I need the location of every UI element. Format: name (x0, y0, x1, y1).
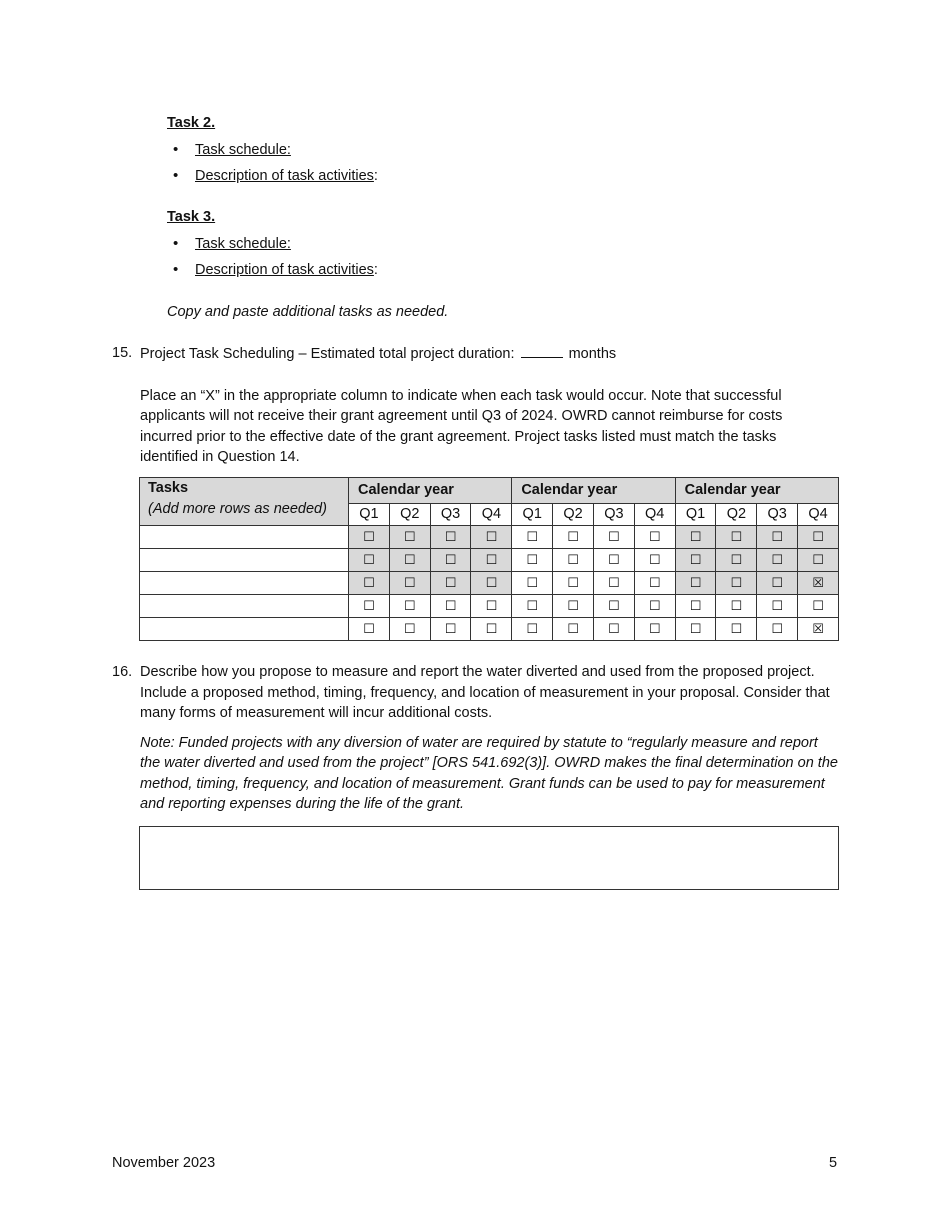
quarter-cell (553, 526, 594, 549)
checkbox[interactable]: ☐ (403, 529, 416, 545)
tasks-header-cell (140, 478, 349, 526)
year-header-1: Calendar year (349, 478, 512, 504)
quarter-header: Q4 (634, 504, 675, 526)
table-row (140, 549, 839, 572)
checkbox[interactable]: ☐ (648, 529, 661, 545)
checkbox[interactable]: ☐ (771, 552, 784, 568)
quarter-cell (471, 595, 512, 618)
quarter-cell (389, 549, 430, 572)
question-16-number: 16. (112, 664, 133, 680)
duration-unit: months (568, 346, 617, 362)
checkbox[interactable]: ☐ (608, 529, 620, 545)
quarter-cell (512, 549, 553, 572)
checkbox[interactable]: ☐ (608, 552, 620, 568)
quarter-cell (512, 618, 553, 641)
checkbox[interactable]: ☐ (730, 529, 743, 545)
quarter-cell (716, 595, 757, 618)
table-row (140, 618, 839, 641)
checkbox[interactable]: ☐ (403, 552, 416, 568)
checkbox[interactable]: ☐ (812, 598, 824, 614)
checkbox[interactable]: ☐ (689, 598, 702, 614)
task-schedule-label: Task schedule: (195, 141, 291, 158)
task-2-list (167, 137, 378, 189)
quarter-cell (349, 526, 390, 549)
checkbox[interactable]: ☐ (812, 552, 824, 568)
quarter-cell (389, 526, 430, 549)
quarter-header: Q1 (675, 504, 716, 526)
quarter-cell (675, 572, 716, 595)
checked-checkbox[interactable]: ☒ (812, 621, 824, 637)
task-schedule-table (139, 477, 839, 641)
checkbox[interactable]: ☐ (444, 552, 457, 568)
copy-tasks-note: Copy and paste additional tasks as needed. (167, 304, 449, 320)
question-16-answer-box[interactable] (139, 826, 839, 890)
checkbox[interactable]: ☐ (771, 529, 784, 545)
quarter-cell (593, 572, 634, 595)
quarter-header: Q1 (349, 504, 390, 526)
quarter-header: Q4 (798, 504, 839, 526)
footer-page-number: 5 (829, 1155, 838, 1171)
checkbox[interactable]: ☐ (485, 621, 498, 637)
table-row (140, 595, 839, 618)
task-schedule-label: Task schedule: (195, 235, 291, 252)
checkbox[interactable]: ☐ (567, 529, 579, 545)
checkbox[interactable]: ☐ (567, 552, 579, 568)
quarter-cell (512, 526, 553, 549)
year-header-3: Calendar year (675, 478, 838, 504)
checkbox[interactable]: ☐ (444, 529, 457, 545)
quarter-header: Q3 (430, 504, 471, 526)
quarter-header: Q3 (593, 504, 634, 526)
question-16-text: Describe how you propose to measure and report the water diverted and used from the proposed project. Include a proposed method, timing, frequency, and location of measurement in your proposal. Consider that many forms of measurement will incur additional costs. (140, 664, 830, 721)
checkbox[interactable]: ☐ (526, 598, 539, 614)
quarter-cell (634, 572, 675, 595)
quarter-header: Q2 (553, 504, 594, 526)
task-2-schedule-item (167, 137, 378, 163)
checkbox[interactable]: ☐ (608, 621, 620, 637)
task-description-label: Description of task activities (195, 261, 374, 278)
task-description-label: Description of task activities (195, 167, 374, 184)
quarter-cell (757, 549, 798, 572)
quarter-cell (593, 618, 634, 641)
checkbox[interactable]: ☐ (689, 529, 702, 545)
quarter-cell (430, 595, 471, 618)
quarter-cell (553, 618, 594, 641)
task-name-cell[interactable] (140, 526, 349, 549)
checkbox[interactable]: ☐ (363, 529, 375, 545)
year-header-2: Calendar year (512, 478, 675, 504)
quarter-cell (471, 618, 512, 641)
quarter-cell (634, 618, 675, 641)
checkbox[interactable]: ☐ (444, 575, 457, 591)
question-15 (112, 343, 838, 468)
checkbox[interactable]: ☐ (444, 598, 457, 614)
quarter-cell (471, 526, 512, 549)
colon: : (373, 261, 378, 278)
checkbox[interactable]: ☐ (730, 598, 743, 614)
checkbox[interactable]: ☐ (363, 621, 375, 637)
checkbox[interactable]: ☐ (771, 598, 784, 614)
quarter-cell (757, 618, 798, 641)
checkbox[interactable]: ☐ (403, 598, 416, 614)
question-15-lead: Project Task Scheduling – Estimated total project duration: (140, 346, 515, 362)
question-16 (112, 662, 838, 815)
quarter-cell (389, 572, 430, 595)
quarter-cell (757, 572, 798, 595)
checkbox[interactable]: ☐ (689, 621, 702, 637)
quarter-cell (798, 572, 839, 595)
quarter-header: Q2 (716, 504, 757, 526)
task-name-cell[interactable] (140, 549, 349, 572)
checkbox[interactable]: ☐ (363, 598, 375, 614)
checkbox[interactable]: ☐ (567, 575, 579, 591)
checkbox[interactable]: ☐ (526, 575, 539, 591)
quarter-cell (430, 572, 471, 595)
checkbox[interactable]: ☐ (526, 529, 539, 545)
question-16-note: Note: Funded projects with any diversion of water are required by statute to “regularly measure and report the water diverted and used from the project” [ORS 541.692(3)]. OWRD makes the final determination on the method, timing, frequency, and location of measurement. Grant funds can be used to pay for measurement and reporting expenses during the life of the grant. (140, 734, 838, 812)
checkbox[interactable]: ☐ (567, 598, 579, 614)
task-2-block (167, 113, 378, 189)
checked-checkbox[interactable]: ☒ (812, 575, 824, 591)
quarter-cell (757, 526, 798, 549)
checkbox[interactable]: ☐ (444, 621, 457, 637)
quarter-cell (716, 526, 757, 549)
quarter-cell (593, 549, 634, 572)
footer-date: November 2023 (112, 1155, 216, 1171)
checkbox[interactable]: ☐ (689, 575, 702, 591)
quarter-cell (716, 572, 757, 595)
checkbox[interactable]: ☐ (730, 621, 743, 637)
checkbox[interactable]: ☐ (485, 552, 498, 568)
tasks-subheader: (Add more rows as needed) (148, 501, 327, 517)
quarter-cell (675, 618, 716, 641)
quarter-cell (798, 549, 839, 572)
checkbox[interactable]: ☐ (403, 621, 416, 637)
checkbox[interactable]: ☐ (485, 529, 498, 545)
checkbox[interactable]: ☐ (526, 621, 539, 637)
task-name-cell[interactable] (140, 572, 349, 595)
task-2-description-item (167, 163, 378, 189)
task-name-cell[interactable] (140, 618, 349, 641)
checkbox[interactable]: ☐ (648, 598, 661, 614)
quarter-cell (349, 618, 390, 641)
quarter-cell (430, 618, 471, 641)
duration-blank[interactable] (521, 343, 563, 358)
checkbox[interactable]: ☐ (648, 552, 661, 568)
quarter-cell (349, 572, 390, 595)
quarter-cell (471, 572, 512, 595)
quarter-cell (553, 595, 594, 618)
quarter-cell (593, 526, 634, 549)
checkbox[interactable]: ☐ (771, 621, 784, 637)
quarter-cell (553, 549, 594, 572)
checkbox[interactable]: ☐ (526, 552, 539, 568)
quarter-cell (634, 595, 675, 618)
quarter-cell (716, 549, 757, 572)
checkbox[interactable]: ☐ (608, 598, 620, 614)
table-row (140, 572, 839, 595)
quarter-cell (798, 618, 839, 641)
checkbox[interactable]: ☐ (485, 598, 498, 614)
checkbox[interactable]: ☐ (812, 529, 824, 545)
checkbox[interactable]: ☐ (363, 552, 375, 568)
quarter-cell (675, 595, 716, 618)
quarter-cell (634, 526, 675, 549)
checkbox[interactable]: ☐ (567, 621, 579, 637)
quarter-header: Q4 (471, 504, 512, 526)
quarter-cell (716, 618, 757, 641)
task-3-title: Task 3. (167, 209, 216, 225)
quarter-cell (389, 618, 430, 641)
schedule-rows (140, 526, 839, 641)
table-row (140, 526, 839, 549)
checkbox[interactable]: ☐ (363, 575, 375, 591)
checkbox[interactable]: ☐ (689, 552, 702, 568)
checkbox[interactable]: ☐ (730, 575, 743, 591)
question-15-number: 15. (112, 345, 133, 361)
task-name-cell[interactable] (140, 595, 349, 618)
checkbox[interactable]: ☐ (771, 575, 784, 591)
quarter-cell (389, 595, 430, 618)
quarter-cell (798, 526, 839, 549)
quarter-header: Q2 (389, 504, 430, 526)
checkbox[interactable]: ☐ (648, 575, 661, 591)
checkbox[interactable]: ☐ (648, 621, 661, 637)
quarter-cell (798, 595, 839, 618)
quarter-cell (757, 595, 798, 618)
tasks-header: Tasks (148, 480, 189, 496)
quarter-cell (553, 572, 594, 595)
checkbox[interactable]: ☐ (485, 575, 498, 591)
quarter-cell (675, 549, 716, 572)
checkbox[interactable]: ☐ (403, 575, 416, 591)
quarter-cell (349, 595, 390, 618)
quarter-header: Q3 (757, 504, 798, 526)
task-3-block (167, 207, 378, 283)
question-15-paragraph: Place an “X” in the appropriate column to indicate when each task would occur. Note that successful applicants will not receive their grant agreement until Q3 of 2024. OWRD cannot reimburse for costs incurred prior to the effective date of the grant agreement. Project tasks listed must match the tasks identified in Question 14. (140, 387, 783, 465)
colon: : (373, 167, 378, 184)
task-3-list (167, 231, 378, 283)
quarter-cell (430, 526, 471, 549)
quarter-cell (512, 572, 553, 595)
checkbox[interactable]: ☐ (730, 552, 743, 568)
task-3-schedule-item (167, 231, 378, 257)
quarter-cell (430, 549, 471, 572)
quarter-cell (593, 595, 634, 618)
task-3-description-item (167, 257, 378, 283)
quarter-cell (471, 549, 512, 572)
quarter-cell (675, 526, 716, 549)
quarter-cell (512, 595, 553, 618)
quarter-cell (349, 549, 390, 572)
checkbox[interactable]: ☐ (608, 575, 620, 591)
quarter-header: Q1 (512, 504, 553, 526)
quarter-cell (634, 549, 675, 572)
task-2-title: Task 2. (167, 115, 216, 131)
